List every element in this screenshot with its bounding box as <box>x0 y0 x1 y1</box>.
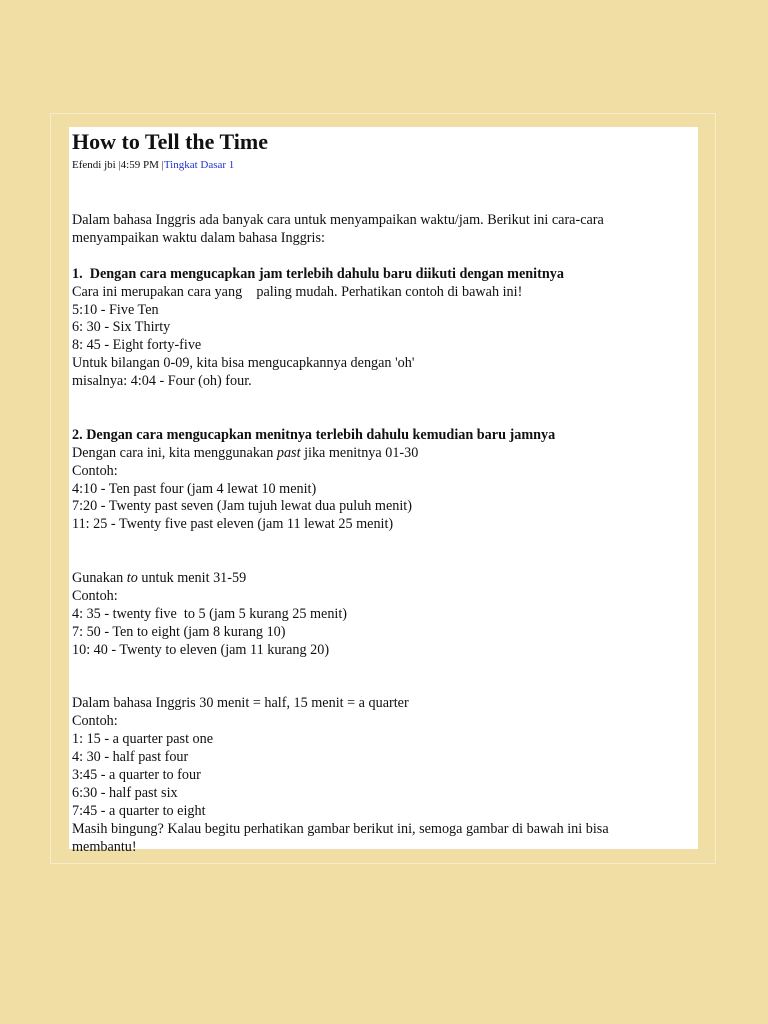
spacer <box>72 534 696 570</box>
past-intro-before: Dengan cara ini, kita menggunakan <box>72 444 277 461</box>
past-word: past <box>276 444 301 461</box>
section1-heading: 1. Dengan cara mengucapkan jam terlebih dahulu baru diikuti dengan menitnya <box>72 265 564 282</box>
section1-line: 8: 45 - Eight forty-five <box>72 337 202 354</box>
section1-line: 6: 30 - Six Thirty <box>72 319 171 336</box>
to-line: 4: 35 - twenty five to 5 (jam 5 kurang 25 menit) <box>72 605 348 622</box>
post-panel <box>69 127 698 855</box>
to-word: to <box>126 570 138 587</box>
meta-separator: | <box>161 159 164 171</box>
past-line: 4:10 - Ten past four (jam 4 lewat 10 menit) <box>72 480 317 497</box>
post-author[interactable]: Efendi jbi <box>72 159 116 171</box>
section1-line: misalnya: 4:04 - Four (oh) four. <box>72 373 252 390</box>
half-line: 4: 30 - half past four <box>72 749 189 766</box>
intro-line: menyampaikan waktu dalam bahasa Inggris: <box>72 229 325 246</box>
past-line: 7:20 - Twenty past seven (Jam tujuh lewat dua puluh menit) <box>72 498 412 515</box>
post-time[interactable]: 4:59 PM <box>120 159 159 171</box>
half-line: membantu! <box>72 838 137 855</box>
to-intro-after: untuk menit 31-59 <box>137 570 247 587</box>
half-line: Masih bingung? Kalau begitu perhatikan gambar berikut ini, semoga gambar di bawah ini bisa <box>72 820 609 837</box>
section2-heading: 2. Dengan cara mengucapkan menitnya terlebih dahulu kemudian baru jamnya <box>72 426 556 443</box>
to-intro <box>72 570 696 588</box>
section1-line: Untuk bilangan 0-09, kita bisa mengucapkannya dengan 'oh' <box>72 355 415 372</box>
to-line: Contoh: <box>72 587 118 604</box>
post-meta <box>72 158 696 172</box>
spacer <box>72 660 696 696</box>
half-line: 3:45 - a quarter to four <box>72 767 201 784</box>
to-intro-before: Gunakan <box>72 570 127 587</box>
section1-line: Cara ini merupakan cara yang paling mudah. Perhatikan contoh di bawah ini! <box>72 283 523 300</box>
past-intro-after: jika menitnya 01-30 <box>300 444 419 461</box>
spacer <box>72 248 696 266</box>
post-title[interactable]: How to Tell the Time <box>72 129 268 154</box>
past-intro <box>72 445 696 463</box>
to-line: 7: 50 - Ten to eight (jam 8 kurang 10) <box>72 623 286 640</box>
intro-line: Dalam bahasa Inggris ada banyak cara untuk menyampaikan waktu/jam. Berikut ini cara-cara <box>72 212 604 228</box>
half-line: Contoh: <box>72 713 118 730</box>
half-line: 1: 15 - a quarter past one <box>72 731 214 748</box>
post-body <box>72 212 696 857</box>
half-line: 6:30 - half past six <box>72 784 178 801</box>
spacer <box>72 391 696 427</box>
past-line: Contoh: <box>72 462 118 479</box>
section1-line: 5:10 - Five Ten <box>72 301 159 318</box>
past-line: 11: 25 - Twenty five past eleven (jam 11 lewat 25 menit) <box>72 516 394 533</box>
meta-separator: | <box>118 159 121 171</box>
post-label-link[interactable]: Tingkat Dasar 1 <box>163 159 235 171</box>
half-line: 7:45 - a quarter to eight <box>72 802 206 819</box>
half-line: Dalam bahasa Inggris 30 menit = half, 15 menit = a quarter <box>72 695 409 712</box>
to-line: 10: 40 - Twenty to eleven (jam 11 kurang 20) <box>72 641 330 658</box>
